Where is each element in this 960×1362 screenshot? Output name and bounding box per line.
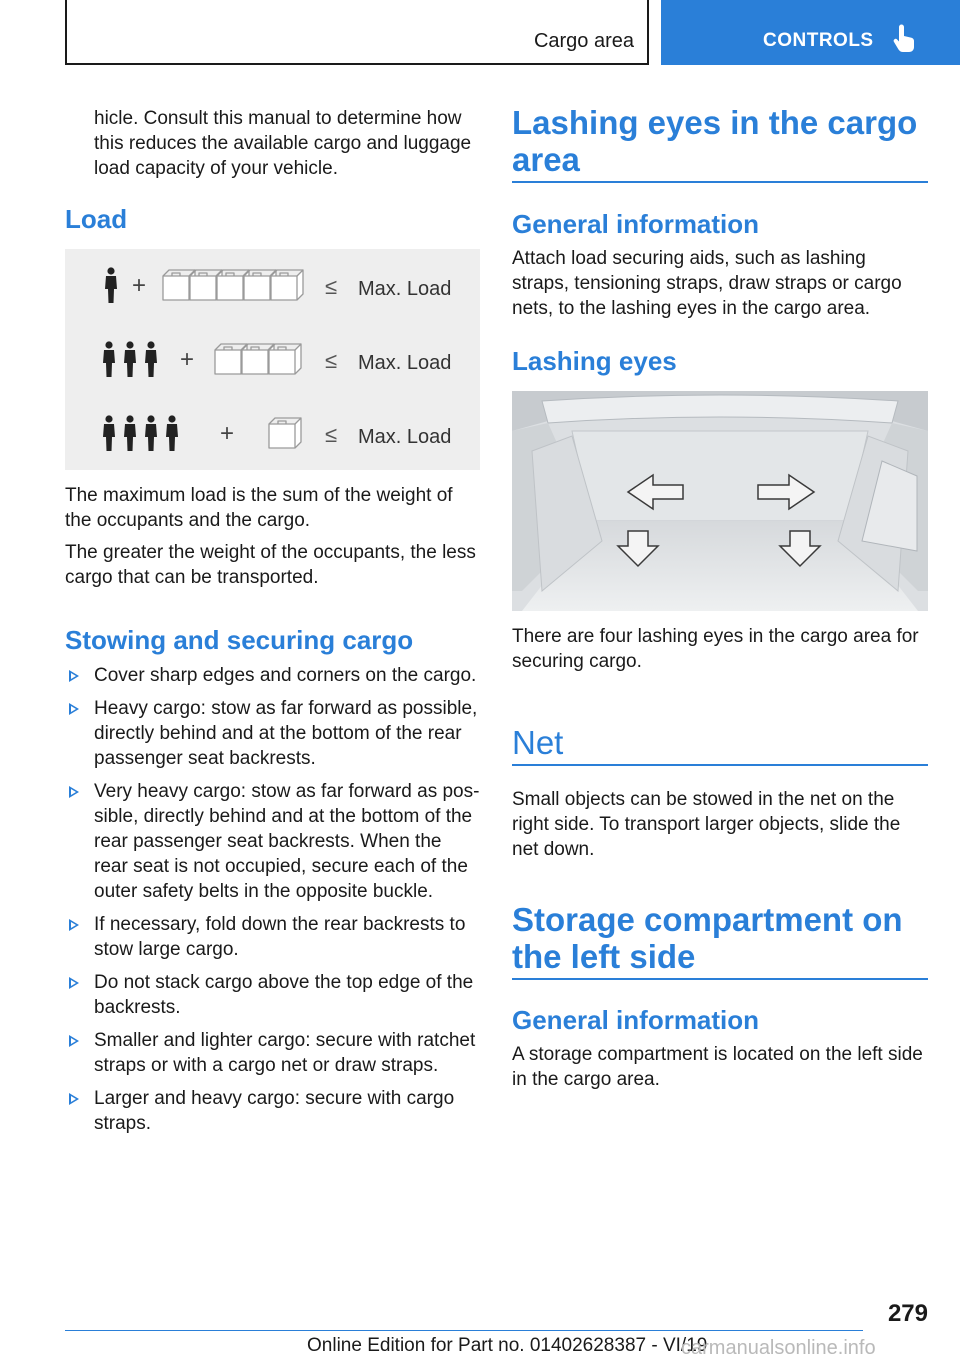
footer-rule bbox=[65, 1330, 863, 1331]
continued-paragraph: hicle. Consult this manual to determine how this reduces the available cargo and luggage load capacity of your vehicle. bbox=[94, 108, 472, 179]
general-info-heading: General information bbox=[512, 209, 760, 239]
pointing-hand-icon bbox=[893, 24, 917, 54]
load-heading: Load bbox=[65, 204, 128, 234]
person-icon bbox=[145, 415, 157, 451]
chapter-tab[interactable] bbox=[661, 0, 960, 65]
edition-note: Online Edition for Part no. 01402628387 - VI/19 bbox=[307, 1335, 708, 1356]
title-rule bbox=[512, 764, 928, 766]
list-item: Cover sharp edges and corners on the cargo. bbox=[65, 663, 480, 688]
load-paragraph-1: The maximum load is the sum of the weight of the occupants and the cargo. bbox=[65, 485, 453, 531]
net-paragraph: Small objects can be stowed in the net on the right side. To transport larger objects, slide the net down. bbox=[512, 789, 901, 860]
lashing-title: Lashing eyes in the cargo area bbox=[512, 104, 918, 178]
load-paragraph-2: The greater the weight of the occupants, the less cargo that can be transported. bbox=[65, 542, 476, 588]
triangle-bullet-icon bbox=[69, 786, 79, 798]
person-icon bbox=[103, 341, 115, 377]
load-figure bbox=[65, 249, 480, 470]
list-item: Heavy cargo: stow as far forward as possible, directly behind and at the bottom of the rear passenger seat backrests. bbox=[65, 696, 480, 771]
plus-sign: + bbox=[219, 420, 235, 447]
stowing-heading: Stowing and securing cargo bbox=[65, 625, 414, 655]
person-icon bbox=[105, 267, 117, 303]
page-number: 279 bbox=[887, 1300, 928, 1327]
title-rule bbox=[512, 978, 928, 980]
load-diagram bbox=[65, 249, 480, 470]
chapter-tab-label: CONTROLS bbox=[763, 30, 874, 51]
lashing-eyes-paragraph: There are four lashing eyes in the cargo area for securing cargo. bbox=[512, 626, 919, 672]
less-equal-sign: ≤ bbox=[324, 348, 338, 373]
lashing-eyes-heading: Lashing eyes bbox=[512, 346, 677, 376]
luggage-icon bbox=[269, 418, 301, 448]
storage-title: Storage compartment on the left side bbox=[512, 901, 903, 975]
net-title: Net bbox=[512, 724, 564, 761]
triangle-bullet-icon bbox=[69, 1035, 79, 1047]
list-item: If necessary, fold down the rear backrests to stow large cargo. bbox=[65, 912, 480, 962]
list-item: Smaller and lighter cargo: secure with ratchet straps or with a cargo net or draw straps. bbox=[65, 1028, 480, 1078]
storage-info-heading: General information bbox=[512, 1005, 760, 1035]
less-equal-sign: ≤ bbox=[324, 274, 338, 299]
person-icon bbox=[145, 341, 157, 377]
section-title: Cargo area bbox=[533, 30, 634, 52]
triangle-bullet-icon bbox=[69, 977, 79, 989]
watermark: carmanualsonline.info bbox=[681, 1337, 876, 1359]
plus-sign: + bbox=[179, 346, 195, 373]
max-load-label: Max. Load bbox=[358, 426, 452, 448]
person-icon bbox=[124, 341, 136, 377]
cargo-area-photo bbox=[512, 391, 928, 611]
triangle-bullet-icon bbox=[69, 919, 79, 931]
person-icon bbox=[103, 415, 115, 451]
triangle-bullet-icon bbox=[69, 703, 79, 715]
max-load-label: Max. Load bbox=[358, 278, 452, 300]
person-icon bbox=[166, 415, 178, 451]
cargo-illustration bbox=[512, 391, 928, 611]
list-item: Larger and heavy cargo: secure with cargo straps. bbox=[65, 1086, 480, 1136]
triangle-bullet-icon bbox=[69, 1093, 79, 1105]
stowing-list bbox=[65, 663, 480, 1144]
title-rule bbox=[512, 181, 928, 183]
list-item: Do not stack cargo above the top edge of the backrests. bbox=[65, 970, 480, 1020]
general-info-paragraph: Attach load securing aids, such as lashing straps, tensioning straps, draw straps or cargo nets, to the lashing eyes in the cargo area. bbox=[512, 248, 902, 319]
triangle-bullet-icon bbox=[69, 670, 79, 682]
storage-info-paragraph: A storage compartment is located on the left side in the cargo area. bbox=[512, 1044, 923, 1090]
plus-sign: + bbox=[131, 272, 147, 299]
list-item: Very heavy cargo: stow as far forward as pos-sible, directly behind and at the bottom of the rear passenger seat backrests. When the rear seat is not occupied, secure each of the outer safety belts in the opposite buckle. bbox=[65, 779, 480, 904]
person-icon bbox=[124, 415, 136, 451]
less-equal-sign: ≤ bbox=[324, 422, 338, 447]
max-load-label: Max. Load bbox=[358, 352, 452, 374]
